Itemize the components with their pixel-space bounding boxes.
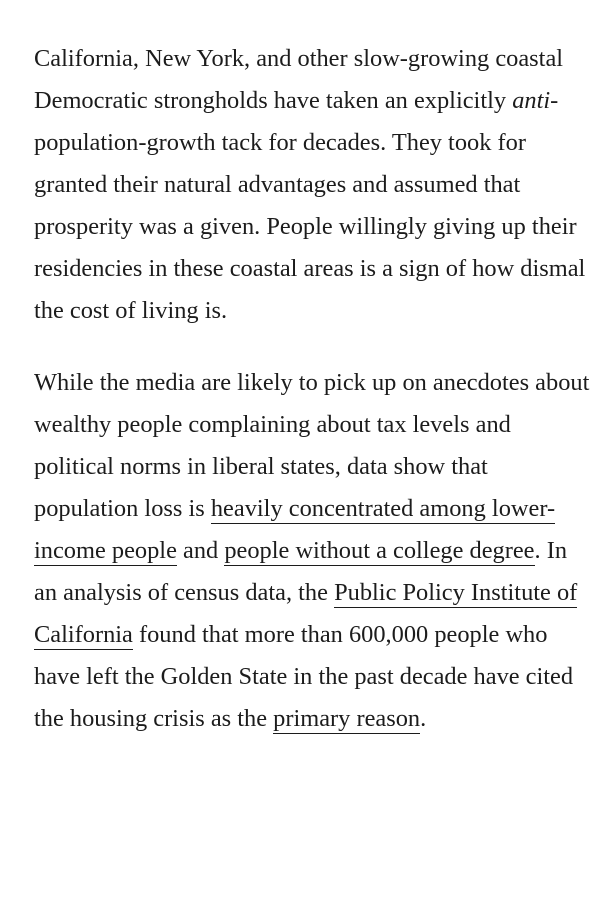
article-body [34,38,594,740]
paragraph-text: While the media are likely to pick up on anecdotes about wealthy people complaining about tax levels and political norms in liberal states, data show that population loss is [34,369,590,522]
link-public-policy-institute[interactable]: Public Policy Institute of California [34,579,578,648]
paragraph-text: . In an analysis of census data, the [34,537,568,606]
link-primary-reason[interactable]: primary reason [273,705,421,732]
paragraph-text: . [420,705,427,732]
link-without-college-degree[interactable]: people without a college degree [224,537,535,564]
paragraph-text: found that more than 600,000 people who have left the Golden State in the past decade have cited the housing crisis as the [34,621,574,732]
paragraph-text: and [176,537,225,564]
paragraph-text: -population-growth tack for decades. They took for granted their natural advantages and assumed that prosperity was a given. People willingly giving up their residencies in these coastal areas is a sign of how dismal the cost of living is. [34,87,586,324]
paragraph-population-growth [34,38,594,332]
emphasis-text: anti [512,87,551,114]
paragraph-population-loss [34,362,594,740]
link-lower-income-people[interactable]: heavily concentrated among lower-income people [34,495,556,564]
paragraph-text: California, New York, and other slow-growing coastal Democratic strongholds have taken an explicitly [34,45,564,114]
